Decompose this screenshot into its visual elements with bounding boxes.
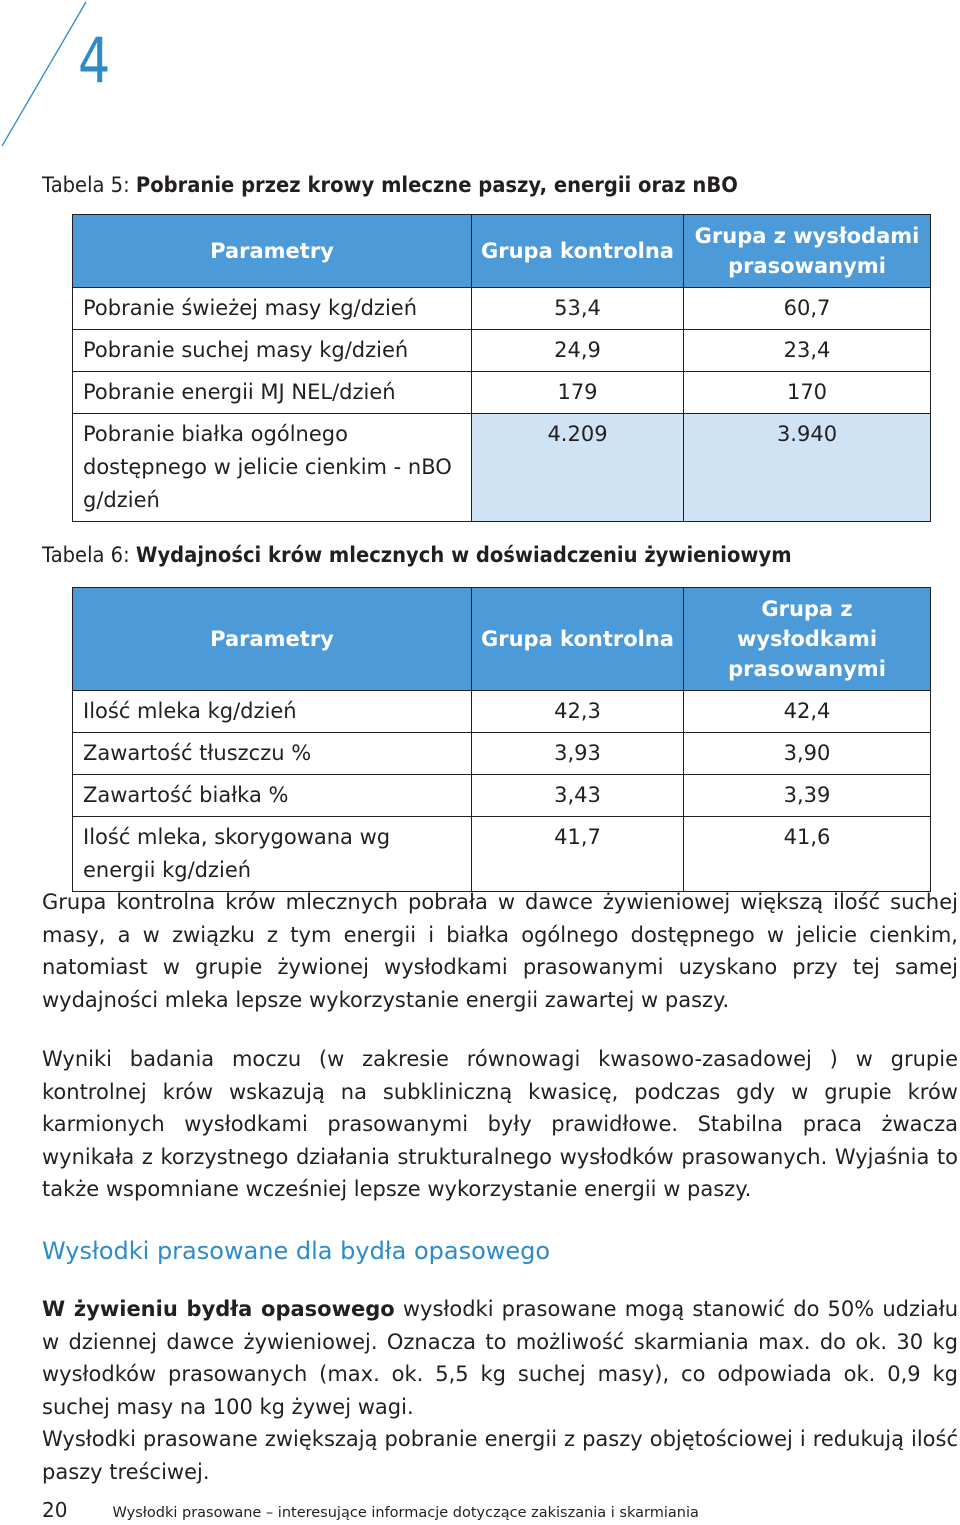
table-row [73,414,931,522]
table5-header-pulp: Grupa z wysłodami prasowanymi [684,215,931,288]
table-row [73,330,931,372]
table-row [73,372,931,414]
paragraph-lead-bold: W żywieniu bydła opasowego [42,1297,395,1321]
table6-pulp-cell: 41,6 [684,817,931,892]
table6-caption-prefix: Tabela 6: [42,543,136,567]
table5-header-control: Grupa kontrolna [472,215,684,288]
table-row [73,817,931,892]
paragraph-text: wysłodki prasowane mogą stanowić do 50% udziału w dziennej dawce żywieniowej. Oznacza to możliwość skarmiania max. do ok. 30 kg wysłodków prasowanych (max. ok. 5,5 kg suchej masy), co odpowiada ok. 0,9 kg suchej masy na 100 kg żywej wagi. [42,1297,958,1419]
chapter-decoration-line [0,0,90,150]
page-footer [42,1498,699,1522]
table5-caption-prefix: Tabela 5: [42,173,136,197]
page-number: 20 [42,1498,68,1522]
table5-control-cell: 24,9 [472,330,684,372]
table5-control-cell: 4.209 [472,414,684,522]
table-row [73,733,931,775]
chapter-number: 4 [78,24,111,97]
table5-param-cell: Pobranie białka ogólnego dostępnego w jelicie cienkim - nBO g/dzień [73,414,472,522]
paragraph-dairy-intake: Grupa kontrolna krów mlecznych pobrała w dawce żywieniowej większą ilość suchej masy, a w związku z tym energii i białka ogólnego dostępnego w jelicie cienkim, natomiast w grupie żywionej wysłodkami prasowanymi uzyskano przy tej samej wydajności mleka lepsze wykorzystanie energii zawartej w paszy. [42,890,958,1012]
table5-control-cell: 179 [472,372,684,414]
table6-pulp-cell: 3,90 [684,733,931,775]
table5-pulp-cell: 3.940 [684,414,931,522]
table6-caption [42,542,792,568]
table6-control-cell: 41,7 [472,817,684,892]
table5-caption-title: Pobranie przez krowy mleczne paszy, energii oraz nBO [135,173,738,197]
table6-param-cell: Zawartość tłuszczu % [73,733,472,775]
paragraph-text-2: Wysłodki prasowane zwiększają pobranie energii z paszy objętościowej i redukują ilość paszy treściwej. [42,1427,958,1484]
footer-description: Wysłodki prasowane – interesujące informacje dotyczące zakiszania i skarmiania [112,1505,699,1521]
table5-pulp-cell: 60,7 [684,288,931,330]
table6-header-control: Grupa kontrolna [472,588,684,691]
table5-control-cell: 53,4 [472,288,684,330]
table5-param-cell: Pobranie świeżej masy kg/dzień [73,288,472,330]
table6-param-cell: Ilość mleka, skorygowana wg energii kg/dzień [73,817,472,892]
table6-control-cell: 3,93 [472,733,684,775]
table6-caption-title: Wydajności krów mlecznych w doświadczeniu żywieniowym [135,543,792,567]
table6-param-cell: Zawartość białka % [73,775,472,817]
table6 [72,587,931,892]
table5 [72,214,931,522]
table5-param-cell: Pobranie suchej masy kg/dzień [73,330,472,372]
paragraph-urine-results: Wyniki badania moczu (w zakresie równowagi kwasowo-zasadowej ) w grupie kontrolnej krów wskazują na subkliniczną kwasicę, podczas gdy w grupie krów karmionych wysłodkami prasowanymi były prawidłowe. Stabilna praca żwacza wynikała z korzystnego działania strukturalnego wysłodków prasowanych. Wyjaśnia to także wspomniane wcześniej lepsze wykorzystanie energii w paszy. [42,1047,958,1201]
table6-control-cell: 42,3 [472,691,684,733]
table6-header-parametry: Parametry [73,588,472,691]
table6-pulp-cell: 42,4 [684,691,931,733]
table5-pulp-cell: 23,4 [684,330,931,372]
table5-header-row [73,215,931,288]
table-row [73,288,931,330]
table-row [73,775,931,817]
table6-header-pulp: Grupa z wysłodkami prasowanymi [684,588,931,691]
table6-param-cell: Ilość mleka kg/dzień [73,691,472,733]
paragraph-beef-cattle [42,1293,958,1488]
table6-header-row [73,588,931,691]
section-heading: Wysłodki prasowane dla bydła opasowego [42,1237,551,1265]
table6-control-cell: 3,43 [472,775,684,817]
table5-pulp-cell: 170 [684,372,931,414]
table5-caption [42,172,738,198]
table-row [73,691,931,733]
table6-pulp-cell: 3,39 [684,775,931,817]
table5-param-cell: Pobranie energii MJ NEL/dzień [73,372,472,414]
table5-header-parametry: Parametry [73,215,472,288]
